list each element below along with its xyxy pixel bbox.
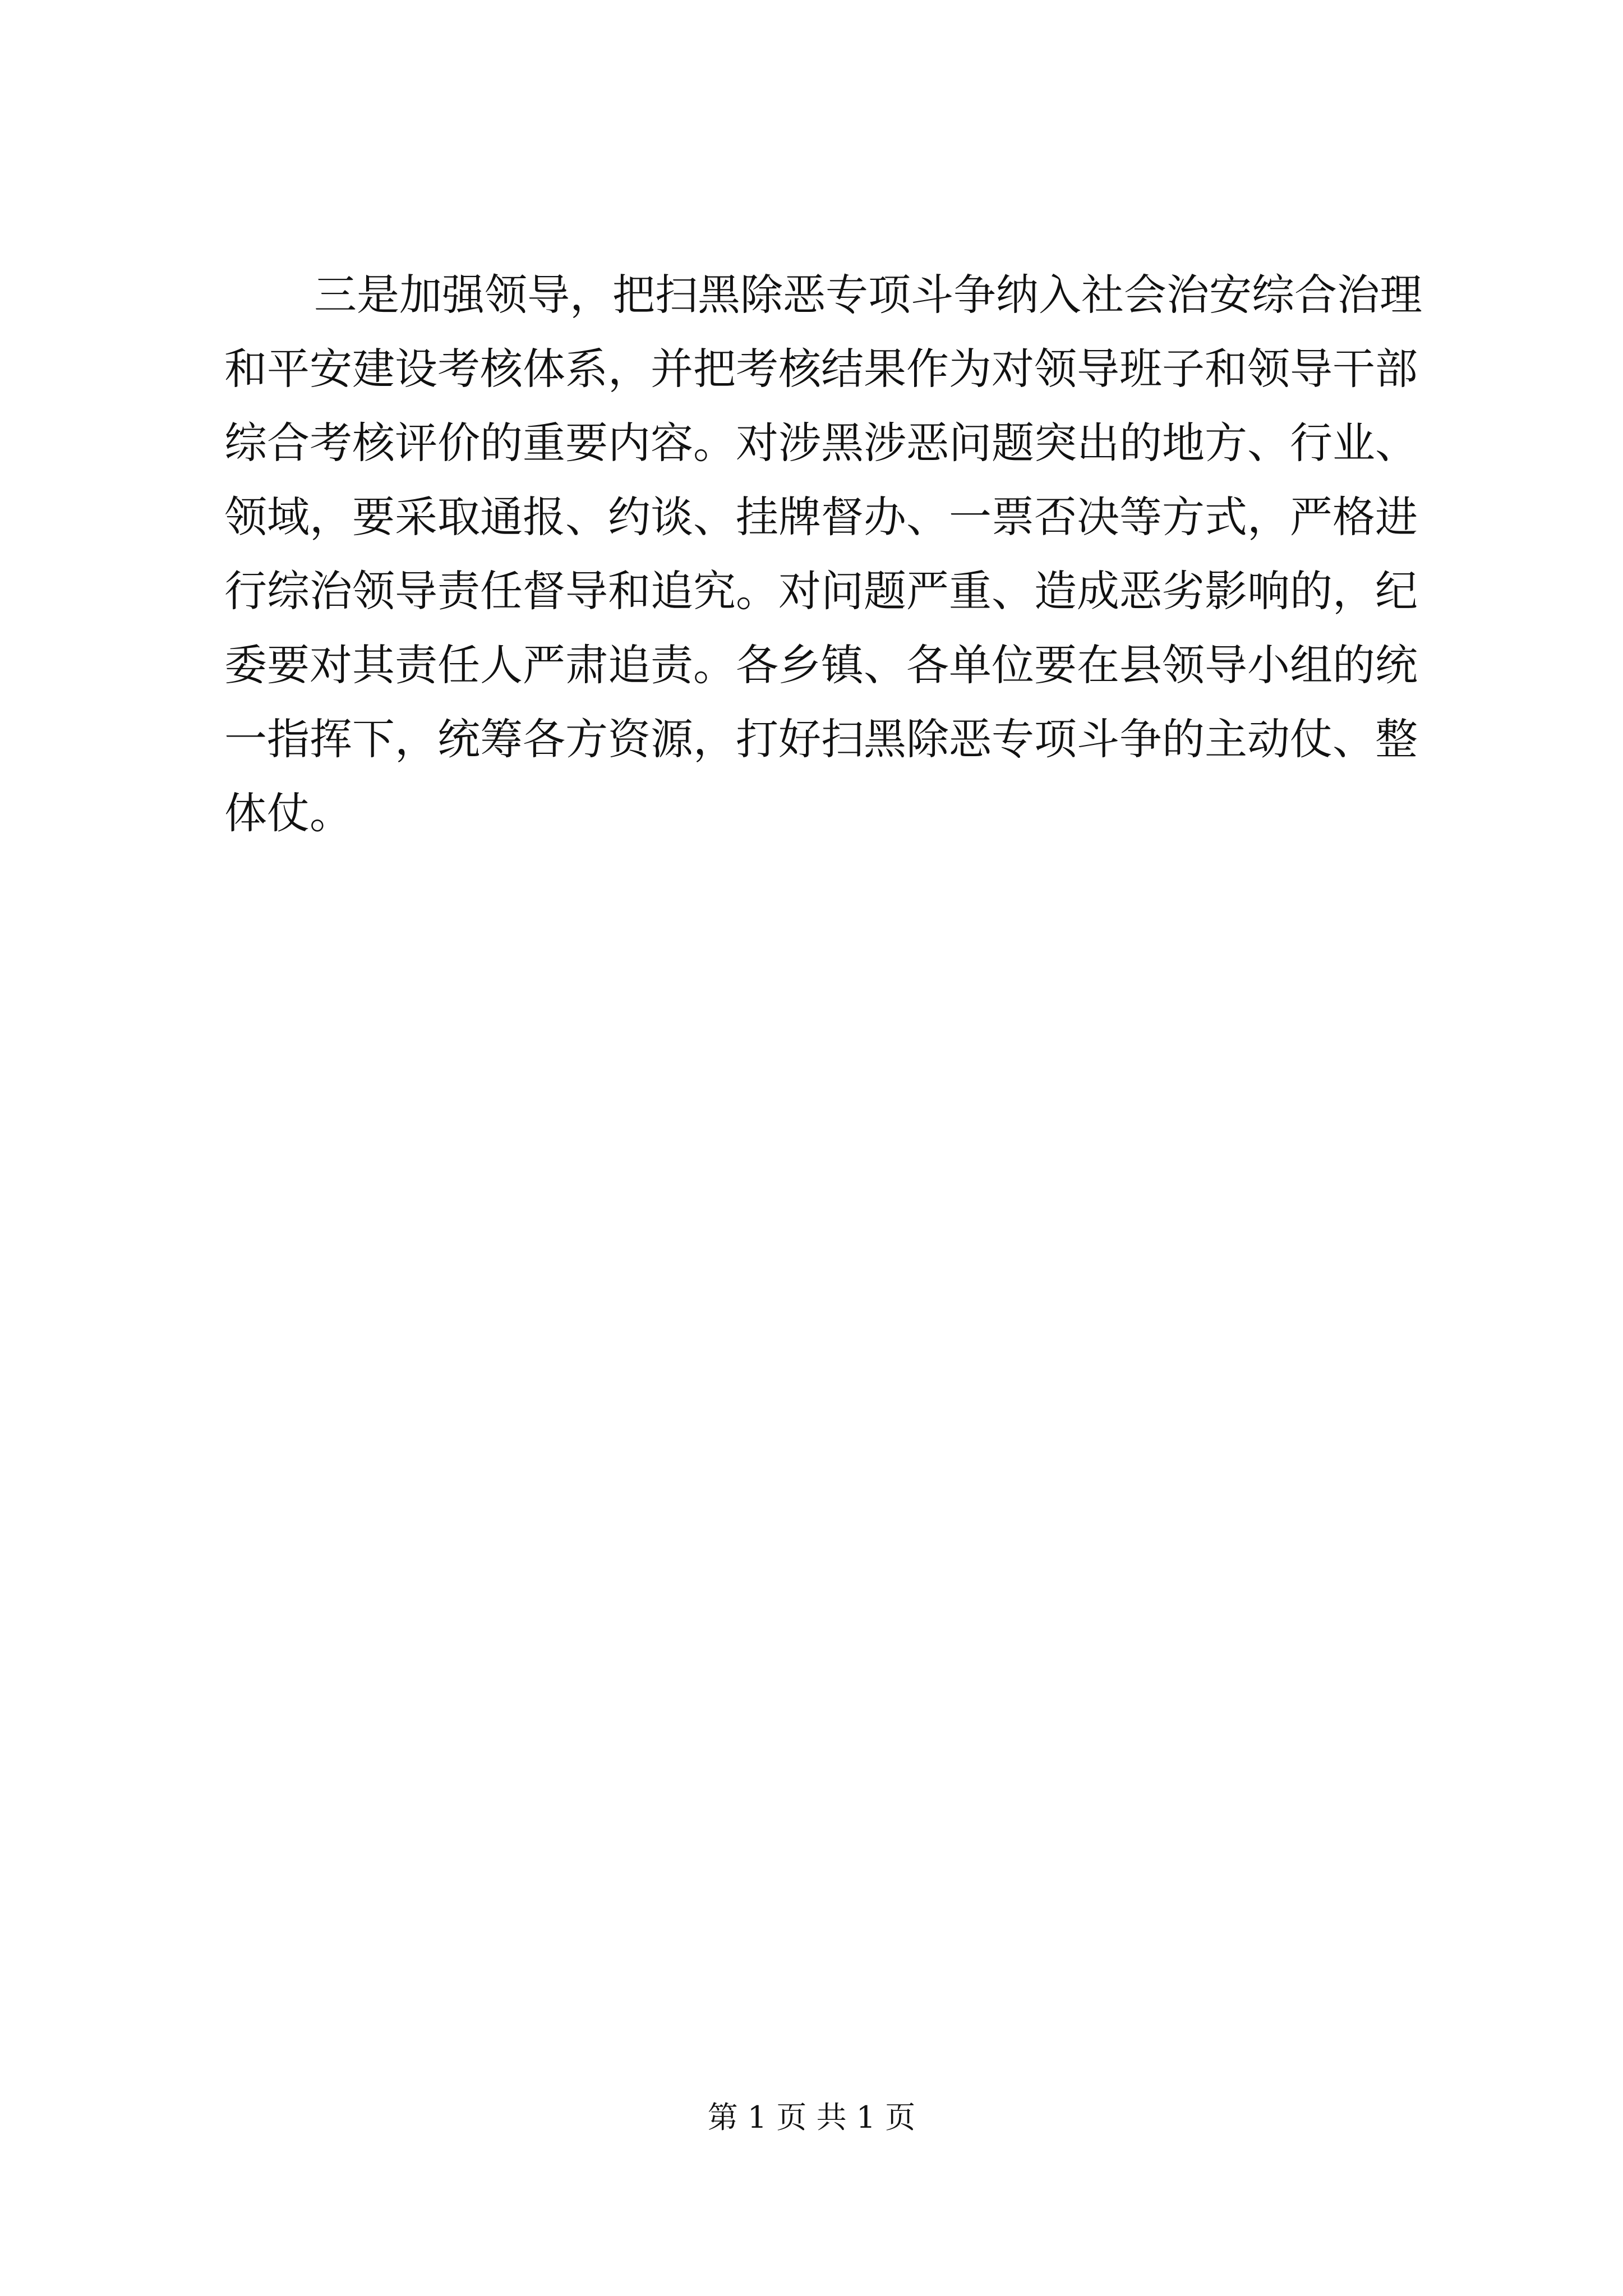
page-footer	[0, 2098, 1623, 2137]
page-number-label: 第 1 页 共 1 页	[707, 2100, 916, 2135]
paragraph-line-1: 三是加强领导，把扫黑除恶专项斗争纳入社会治安综合治理	[314, 270, 1422, 320]
paragraph-line-2: 和平安建设考核体系，并把考核结果作为对领导班子和领导干部	[224, 344, 1418, 394]
paragraph-line-8: 体仗。	[224, 788, 352, 838]
body-paragraph	[224, 258, 1430, 850]
paragraph-line-4: 领域，要采取通报、约谈、挂牌督办、一票否决等方式，严格进	[224, 492, 1418, 542]
paragraph-line-5: 行综治领导责任督导和追究。对问题严重、造成恶劣影响的，纪	[224, 566, 1418, 616]
paragraph-line-7: 一指挥下，统筹各方资源，打好扫黑除恶专项斗争的主动仗、整	[224, 714, 1418, 764]
paragraph-line-6: 委要对其责任人严肃追责。各乡镇、各单位要在县领导小组的统	[224, 640, 1418, 690]
paragraph-line-3: 综合考核评价的重要内容。对涉黑涉恶问题突出的地方、行业、	[224, 418, 1418, 468]
